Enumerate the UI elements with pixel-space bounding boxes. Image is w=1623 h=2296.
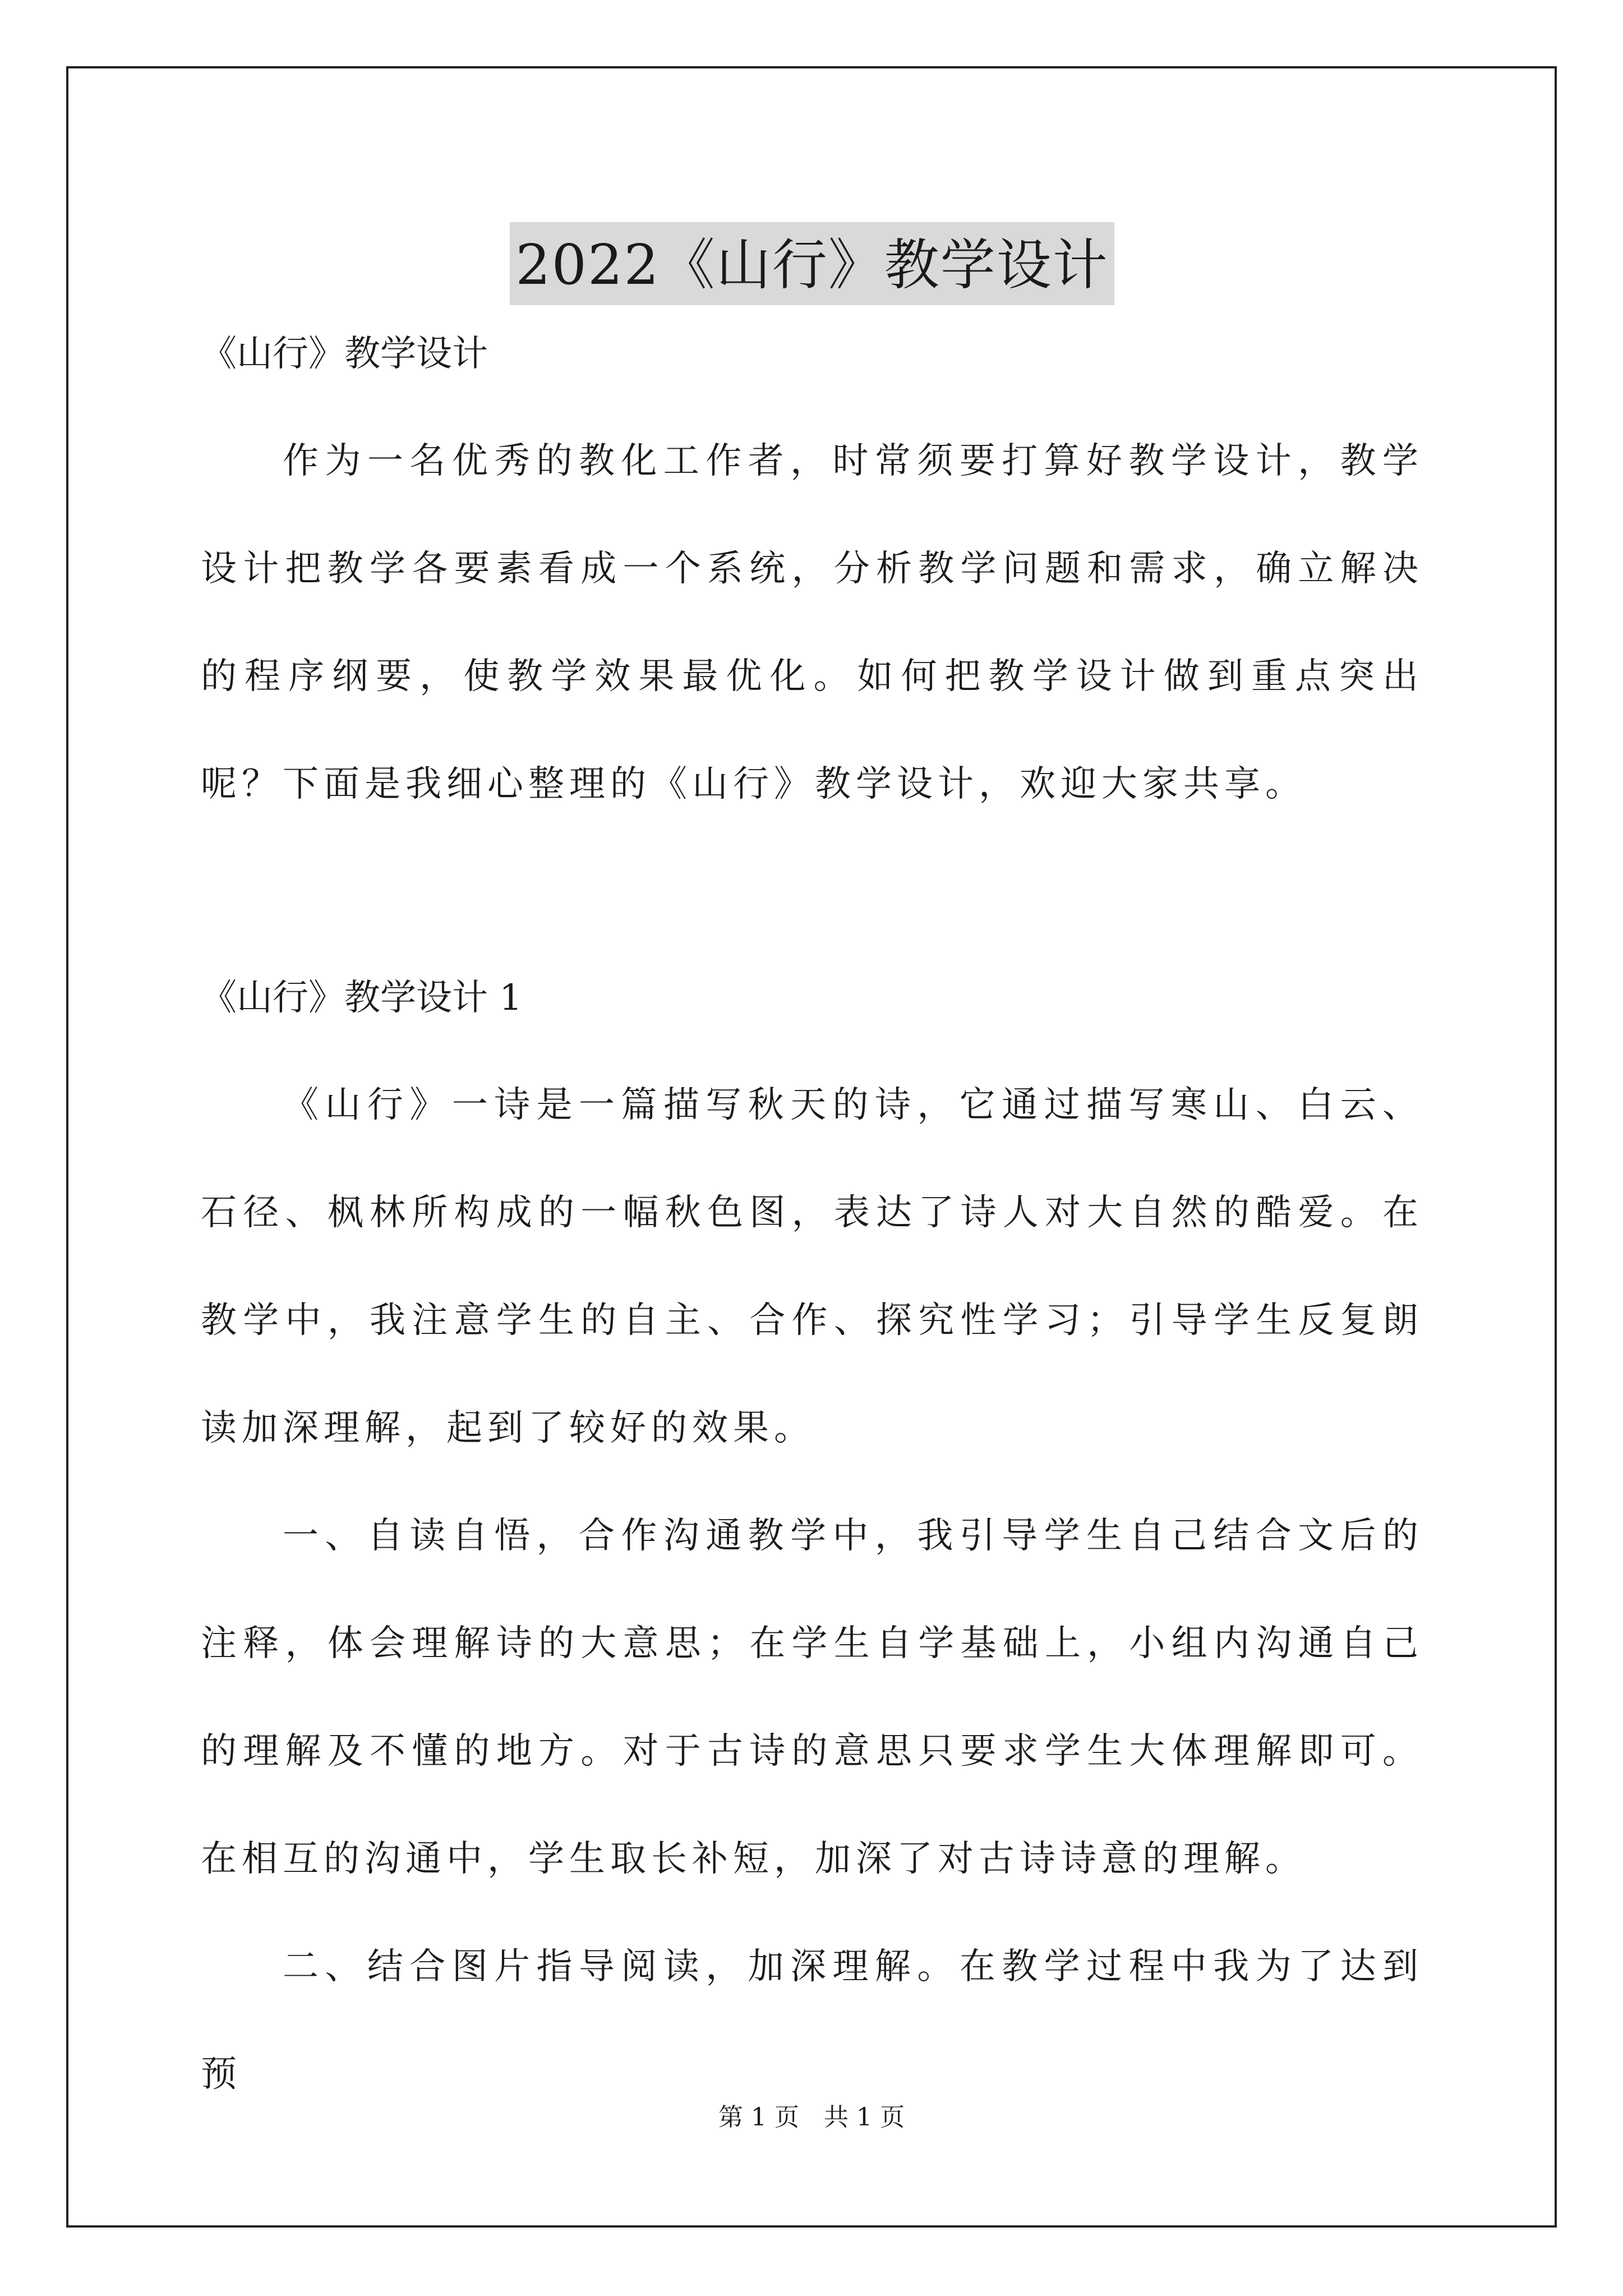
section-spacer <box>201 838 1423 945</box>
section1-paragraph-2: 一、自读自悟，合作沟通教学中，我引导学生自己结合文后的注释，体会理解诗的大意思；在学生自学基础上，小组内沟通自己的理解及不懂的地方。对于古诗的意思只要求学生大体理解即可。在相互的沟通中，学生取长补短，加深了对古诗诗意的理解。 <box>201 1515 1423 1880</box>
section1-paragraph-3: 二、结合图片指导阅读，加深理解。在教学过程中我为了达到预 <box>201 1946 1423 2095</box>
title-container <box>201 185 1423 297</box>
document-body <box>201 185 1423 2128</box>
intro-paragraph: 作为一名优秀的教化工作者，时常须要打算好教学设计，教学设计把教学各要素看成一个系统，分析教学问题和需求，确立解决的程序纲要，使教学效果最优化。如何把教学设计做到重点突出呢？下面是我细心整理的《山行》教学设计，欢迎大家共享。 <box>201 440 1423 805</box>
subheading-main: 《山行》教学设计 <box>201 333 488 375</box>
section1-paragraph-1: 《山行》一诗是一篇描写秋天的诗，它通过描写寒山、白云、石径、枫林所构成的一幅秋色图，表达了诗人对大自然的酷爱。在教学中，我注意学生的自主、合作、探究性学习；引导学生反复朗读加深理解，起到了较好的效果。 <box>201 1084 1423 1449</box>
document-title: 2022《山行》教学设计 <box>510 222 1114 305</box>
section1-heading: 《山行》教学设计 1 <box>201 977 523 1019</box>
page-footer: 第 1 页 共 1 页 <box>718 2103 905 2132</box>
